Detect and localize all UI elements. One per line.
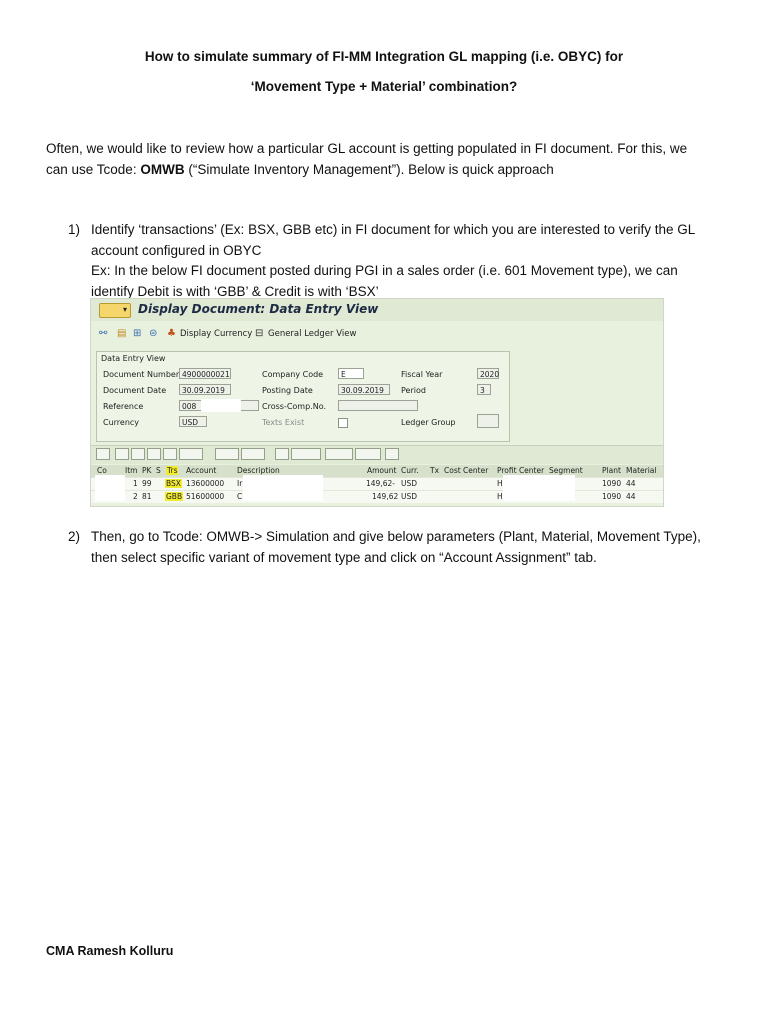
cross-comp-label: Cross-Comp.No.	[262, 402, 326, 411]
filter-button[interactable]	[179, 448, 203, 460]
cell-curr: USD	[401, 492, 418, 501]
redaction-mask	[95, 475, 125, 501]
cell-amount: 149,62	[372, 492, 399, 501]
intro-line-1: Often, we would like to review how a particular GL account is getting populated in FI document. For this, we	[46, 141, 688, 156]
col-itm[interactable]: Itm	[125, 466, 138, 475]
currency-field[interactable]: USD	[179, 416, 207, 427]
cell-description: C	[237, 492, 243, 501]
fiscal-year-label: Fiscal Year	[401, 370, 443, 379]
col-trs[interactable]: Trs	[167, 466, 178, 475]
texts-exist-label: Texts Exist	[262, 418, 305, 427]
views-button[interactable]	[291, 448, 321, 460]
table-row[interactable]	[91, 490, 663, 503]
texts-exist-checkbox[interactable]	[338, 418, 348, 428]
cell-curr: USD	[401, 479, 418, 488]
grid-header	[91, 465, 663, 477]
sap-menu-icon[interactable]: ▾	[99, 303, 131, 318]
col-amount[interactable]: Amount	[367, 466, 397, 475]
data-entry-view-group	[96, 351, 510, 442]
cell-itm: 2	[133, 492, 138, 501]
ledger-group-field[interactable]	[477, 414, 499, 428]
step-2-line-1: Then, go to Tcode: OMWB-> Simulation and give below parameters (Plant, Material, Movement Type),	[91, 529, 701, 544]
intro-tcode: OMWB	[140, 162, 185, 177]
cell-plant: 1090	[602, 479, 622, 488]
cell-trs: GBB	[166, 492, 183, 501]
reference-field[interactable]: 008	[179, 400, 259, 411]
col-co[interactable]: Co	[97, 466, 107, 475]
document-icon[interactable]: ▤	[117, 328, 127, 339]
sort-asc-button[interactable]	[115, 448, 129, 460]
currency-label: Currency	[103, 418, 140, 427]
col-account[interactable]: Account	[186, 466, 217, 475]
table-row[interactable]	[91, 477, 663, 490]
doc-title-line-1: How to simulate summary of FI-MM Integration GL mapping (i.e. OBYC) for	[144, 49, 624, 64]
cross-comp-field[interactable]	[338, 400, 418, 411]
details-button[interactable]	[96, 448, 110, 460]
find-button[interactable]	[147, 448, 161, 460]
cell-trs: BSX	[166, 479, 181, 488]
redaction-mask	[243, 475, 323, 501]
cell-account[interactable]: 51600000	[186, 492, 225, 501]
col-pk[interactable]: PK	[142, 466, 152, 475]
step-1-number: 1)	[68, 222, 81, 237]
cell-pk: 99	[142, 479, 152, 488]
sort-desc-button[interactable]	[131, 448, 145, 460]
step-1-line-1: Identify ‘transactions’ (Ex: BSX, GBB etc) in FI document for which you are interested to verify the GL	[91, 222, 696, 237]
intro-line-2-suffix: (“Simulate Inventory Management”). Below is quick approach	[184, 162, 554, 177]
subtotal-button[interactable]	[241, 448, 265, 460]
cell-plant: 1090	[602, 492, 622, 501]
export-button[interactable]	[325, 448, 353, 460]
step-1	[68, 220, 728, 302]
display-currency-button[interactable]: Display Currency	[180, 329, 253, 339]
doc-title-line-2: ‘Movement Type + Material’ combination?	[250, 79, 518, 94]
taxes-icon[interactable]: ⊜	[149, 328, 158, 339]
col-cost-center[interactable]: Cost Center	[444, 466, 489, 475]
sap-title-bar	[91, 299, 663, 321]
redaction-mask	[201, 399, 241, 412]
step-2	[68, 527, 728, 568]
col-tx[interactable]: Tx	[430, 466, 440, 475]
glasses-icon[interactable]: ⚯	[99, 328, 108, 339]
cell-amount: 149,62-	[366, 479, 395, 488]
author-footer: CMA Ramesh Kolluru	[46, 944, 174, 958]
step-1-line-3: Ex: In the below FI document posted during PGI in a sales order (i.e. 601 Movement type), we can	[91, 263, 678, 278]
step-1-line-4: identify Debit is with ‘GBB’ & Credit is with ‘BSX’	[91, 283, 379, 299]
info-button[interactable]	[385, 448, 399, 460]
cell-itm: 1	[133, 479, 138, 488]
posting-date-field[interactable]: 30.09.2019	[338, 384, 390, 395]
ledger-group-label: Ledger Group	[401, 418, 456, 427]
cell-description: Ir	[237, 479, 243, 488]
document-date-label: Document Date	[103, 386, 167, 395]
total-button[interactable]	[215, 448, 239, 460]
redaction-mask	[503, 475, 575, 501]
col-plant[interactable]: Plant	[602, 466, 621, 475]
intro-line-2	[46, 159, 726, 180]
document-date-field[interactable]: 30.09.2019	[179, 384, 231, 395]
cell-profit-center: H	[497, 492, 503, 501]
group-title: Data Entry View	[101, 354, 166, 363]
cell-account[interactable]: 13600000	[186, 479, 225, 488]
currency-icon[interactable]: ♣	[167, 328, 176, 339]
col-description[interactable]: Description	[237, 466, 280, 475]
sap-toolbar	[91, 323, 663, 345]
posting-date-label: Posting Date	[262, 386, 313, 395]
col-curr[interactable]: Curr.	[401, 466, 419, 475]
document-number-label: Document Number	[103, 370, 180, 379]
cell-material: 44	[626, 492, 636, 501]
col-material[interactable]: Material	[626, 466, 657, 475]
step-1-line-2: account configured in OBYC	[91, 242, 262, 258]
layout-button[interactable]	[355, 448, 381, 460]
step-2-line-2: then select specific variant of movement type and click on “Account Assignment” tab.	[91, 549, 597, 565]
col-profit-center[interactable]: Profit Center	[497, 466, 545, 475]
general-ledger-view-button[interactable]: General Ledger View	[268, 329, 357, 339]
ledger-icon[interactable]: ⊟	[255, 328, 264, 339]
company-code-label: Company Code	[262, 370, 324, 379]
period-label: Period	[401, 386, 426, 395]
alv-toolbar	[91, 445, 663, 464]
period-field[interactable]: 3	[477, 384, 491, 395]
intro-paragraph	[46, 138, 726, 180]
step-2-number: 2)	[68, 529, 81, 544]
find-next-button[interactable]	[163, 448, 177, 460]
company-code-field[interactable]: E	[338, 368, 364, 379]
sap-screenshot	[90, 298, 664, 507]
document-number-field[interactable]: 4900000021	[179, 368, 231, 379]
fiscal-year-field[interactable]: 2020	[477, 368, 499, 379]
cell-pk: 81	[142, 492, 152, 501]
cell-material: 44	[626, 479, 636, 488]
reference-label: Reference	[103, 402, 144, 411]
intro-line-2-prefix: can use Tcode:	[46, 162, 141, 177]
cell-profit-center: H	[497, 479, 503, 488]
print-button[interactable]	[275, 448, 289, 460]
col-s[interactable]: S	[156, 466, 161, 475]
overview-icon[interactable]: ⊞	[133, 328, 142, 339]
sap-window-title: Display Document: Data Entry View	[138, 302, 379, 316]
col-segment[interactable]: Segment	[549, 466, 583, 475]
